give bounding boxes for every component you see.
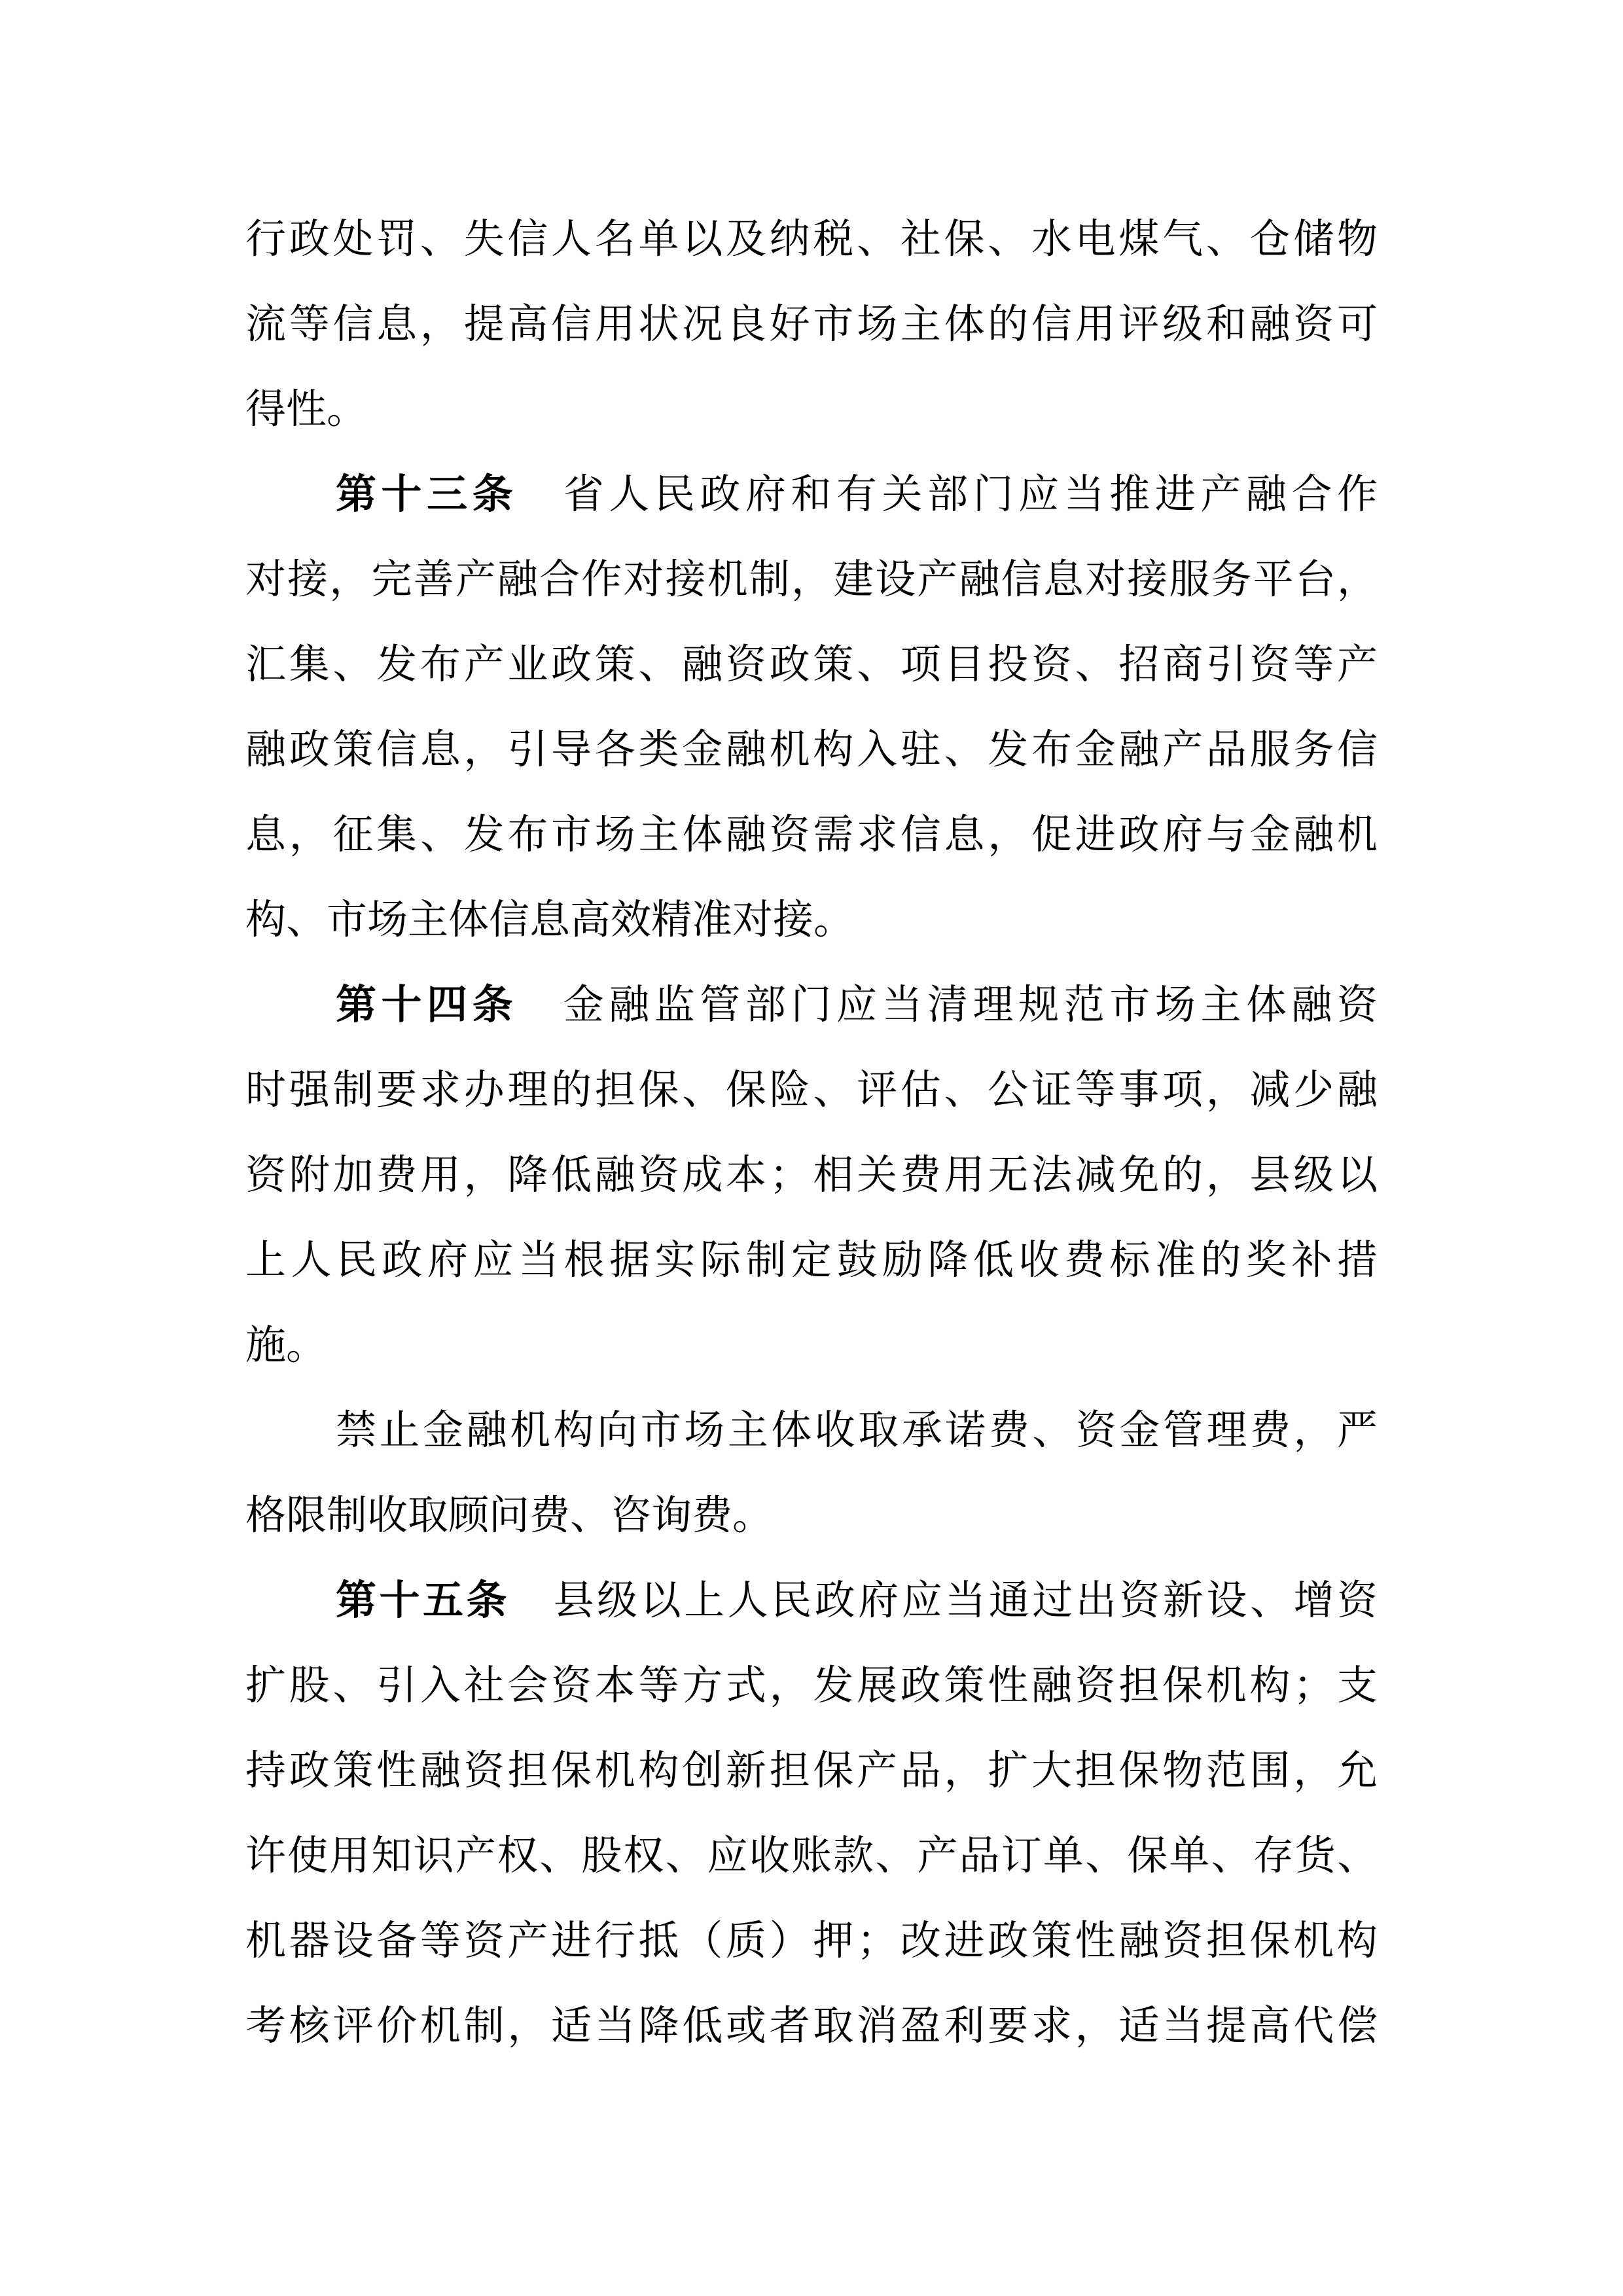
text-line-14: 施。 — [245, 1323, 327, 1368]
text-line-15: 禁止金融机构向市场主体收取承诺费、资金管理费，严 — [336, 1408, 1378, 1453]
text-line-17: 第十五条 县级以上人民政府应当通过出资新设、增资 — [336, 1579, 1378, 1623]
text-line-22: 考核评价机制，适当降低或者取消盈利要求，适当提高代偿 — [245, 2004, 1378, 2049]
text-line-20: 许使用知识产权、股权、应收账款、产品订单、保单、存货、 — [245, 1834, 1378, 1878]
text-line-21: 机器设备等资产进行抵（质）押；改进政策性融资担保机构 — [245, 1919, 1378, 1964]
text-line-5: 对接，完善产融合作对接机制，建设产融信息对接服务平台， — [245, 558, 1378, 602]
article-number: 第十三条 — [336, 473, 518, 517]
text-line-4: 第十三条 省人民政府和有关部门应当推进产融合作 — [336, 473, 1378, 517]
text-line-3: 得性。 — [245, 387, 368, 432]
text-line-19: 持政策性融资担保机构创新担保产品，扩大担保物范围，允 — [245, 1749, 1378, 1793]
text-line-6: 汇集、发布产业政策、融资政策、项目投资、招商引资等产 — [245, 643, 1378, 687]
text-line-18: 扩股、引入社会资本等方式，发展政策性融资担保机构；支 — [245, 1664, 1378, 1708]
text-line-1: 行政处罚、失信人名单以及纳税、社保、水电煤气、仓储物 — [245, 217, 1378, 262]
text-block — [245, 197, 1378, 2069]
text-line-16: 格限制收取顾问费、咨询费。 — [245, 1494, 774, 1538]
text-line-9: 构、市场主体信息高效精准对接。 — [245, 898, 855, 942]
text-line-8: 息，征集、发布市场主体融资需求信息，促进政府与金融机 — [245, 813, 1378, 857]
article-number: 第十四条 — [336, 983, 518, 1028]
text-line-10: 第十四条 金融监管部门应当清理规范市场主体融资 — [336, 983, 1378, 1028]
text-line-11: 时强制要求办理的担保、保险、评估、公证等事项，减少融 — [245, 1068, 1378, 1113]
article-number: 第十五条 — [336, 1579, 510, 1623]
text-line-12: 资附加费用，降低融资成本；相关费用无法减免的，县级以 — [245, 1153, 1378, 1198]
text-line-2: 流等信息，提高信用状况良好市场主体的信用评级和融资可 — [245, 302, 1378, 347]
text-line-7: 融政策信息，引导各类金融机构入驻、发布金融产品服务信 — [245, 728, 1378, 772]
text-line-13: 上人民政府应当根据实际制定鼓励降低收费标准的奖补措 — [245, 1238, 1378, 1283]
